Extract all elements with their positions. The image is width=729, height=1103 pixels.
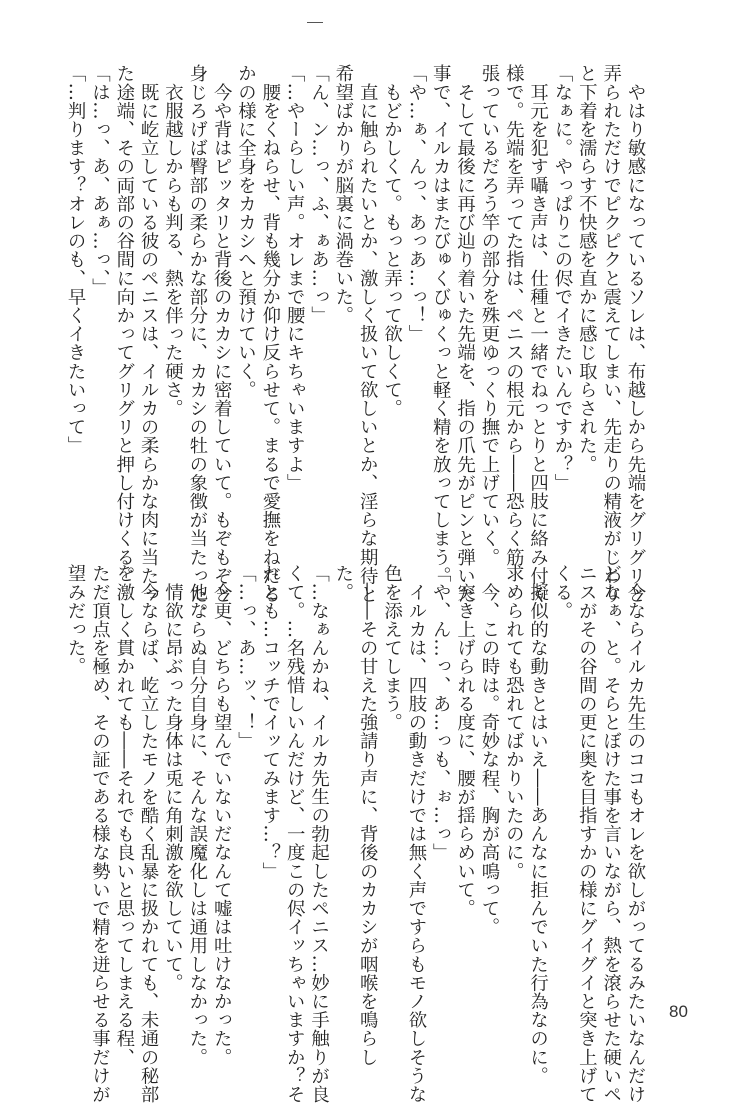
text-column: た途端、その両部の谷間に向かってグリグリと押し付けくる。	[113, 64, 135, 585]
text-column: た。	[332, 564, 354, 602]
text-column: 今ならイルカ先生のココもオレを欲しがってるみたいなんだけ	[625, 564, 646, 1103]
text-column: 「や、ん…っ、あ…っも、ぉ…っ」	[430, 564, 452, 862]
text-column: イルカは、四肢の動きだけでは無く声ですらもモノ欲しそうな	[405, 564, 427, 1103]
text-column: ただ頂点を極め、その証である様な勢いで精を迸らせる事だけが	[89, 564, 111, 1103]
text-column: と下着を濡らす不快感を直かに感じ取らされた。	[576, 64, 598, 474]
text-column: ――その甘えた強請り声に、背後のカカシが咽喉を鳴らし	[357, 564, 379, 1067]
text-column: ニスがその谷間の更に奥を目指すかの様にグイグイと突き上げて	[576, 564, 598, 1103]
text-column: 「…やーらしい声。オレまで腰にキちゃいますよ」	[284, 64, 306, 492]
text-column: 既に屹立している彼のペニスは、イルカの柔らかな肉に当たっ	[138, 64, 160, 604]
page-number: 80	[669, 1002, 688, 1021]
text-column: 望みだった。	[65, 564, 87, 676]
text-column: 求められても恐れてばかりいたのに。	[503, 564, 525, 881]
text-column: 耳元を犯す囁き声は、仕種と一緒でねっとりと四肢に絡み付く	[527, 64, 549, 604]
text-column: 直に触られたいとか、激しく扱いて欲しいとか、淫らな期待と	[357, 64, 379, 604]
text-column: くる。	[551, 564, 573, 620]
text-column: 「ん、ン…っ、ふ、ぁあ…っ」	[308, 64, 330, 325]
text-column: 「は…っ、あ、あぁ…っ、」	[89, 64, 111, 297]
text-column: 事で、イルカはまたびゅくびゅくっと軽く精を放ってしまう。	[430, 64, 452, 585]
text-column: 「…なぁんかね、イルカ先生の勃起したペニス…妙に手触りが良	[308, 564, 330, 1103]
text-column: 「…判ります？オレのも、早くイきたいって」	[65, 64, 87, 455]
text-column: そして最後に再び辿り着いた先端を、指の爪先がピンと弾いた	[454, 64, 476, 604]
text-column: くて。…名残惜しいんだけど、一度この侭イッちゃいますか？そ	[284, 564, 306, 1103]
text-column: かの様に全身をカカシへと預けていく。	[235, 64, 257, 399]
text-column: 今、この時は。奇妙な程、胸が高鳴って。	[478, 564, 500, 936]
text-column: 「なぁに。やっぱりこの侭でイきたいんですか？」	[551, 64, 573, 492]
text-column: 衣服越しからも判る、熱を伴った硬さ。	[162, 64, 184, 418]
text-column: 弄られただけでピクピクと震えてしまい、先走りの精液がじわり	[600, 64, 622, 604]
text-column: 色を添えてしまう。	[381, 564, 403, 732]
text-column: 身じろげば臀部の柔らかな部分に、カカシの牡の象徴が当たった。	[186, 64, 208, 622]
header-rule	[307, 22, 323, 23]
text-column: 希望ばかりが脳裏に渦巻いた。	[332, 64, 354, 325]
text-column: れとも…コッチでイッてみます…？」	[259, 564, 281, 881]
text-column: 「…っ、あ…ッ、！」	[235, 564, 257, 750]
text-column: 擬似的な動きとはいえ――あんなに拒んでいた行為なのに。	[527, 564, 549, 1085]
text-column: 「や…ぁ、んっ、あっあ…っ！」	[405, 64, 427, 343]
text-column: 今や背はピッタリと背後のカカシに密着していて。もぞもぞと	[211, 64, 233, 604]
text-column: 情欲に昂ぶった身体は兎に角刺激を欲していて。	[162, 564, 184, 992]
text-column: 様で。先端を弄ってた指は、ペニスの根元から――恐らく筋	[503, 64, 525, 567]
text-column: を激しく貫かれても――それでも良いと思ってしまえる程、	[113, 564, 135, 1067]
text-column: 今ならば、屹立したモノを酷く乱暴に扱かれても、未通の秘部	[138, 564, 160, 1103]
text-column: 腰をくねらせ、背も幾分か仰け反らせて。まるで愛撫をねだる	[259, 64, 281, 604]
text-column: やはり敏感になっているソレは、布越しから先端をグリグリと	[625, 64, 646, 604]
text-column: 今更、どちらも望んでいないだなんて嘘は吐けなかった。	[211, 564, 233, 1067]
text-column: 他ならぬ自分自身に、そんな誤魔化しは通用しなかった。	[186, 564, 208, 1067]
text-column: どなぁ、と。そらとぼけた事を言いながら、熱を滾らせた硬いペ	[600, 564, 622, 1103]
text-column: もどかしくて。もっと弄って欲しくて。	[381, 64, 403, 418]
text-block-lower	[63, 564, 647, 1103]
text-column: 張っているだろう竿の部分を殊更ゆっくり撫で上げていく。	[478, 64, 500, 567]
text-column: 突き上げられる度に、腰が揺らめいて。	[454, 564, 476, 918]
